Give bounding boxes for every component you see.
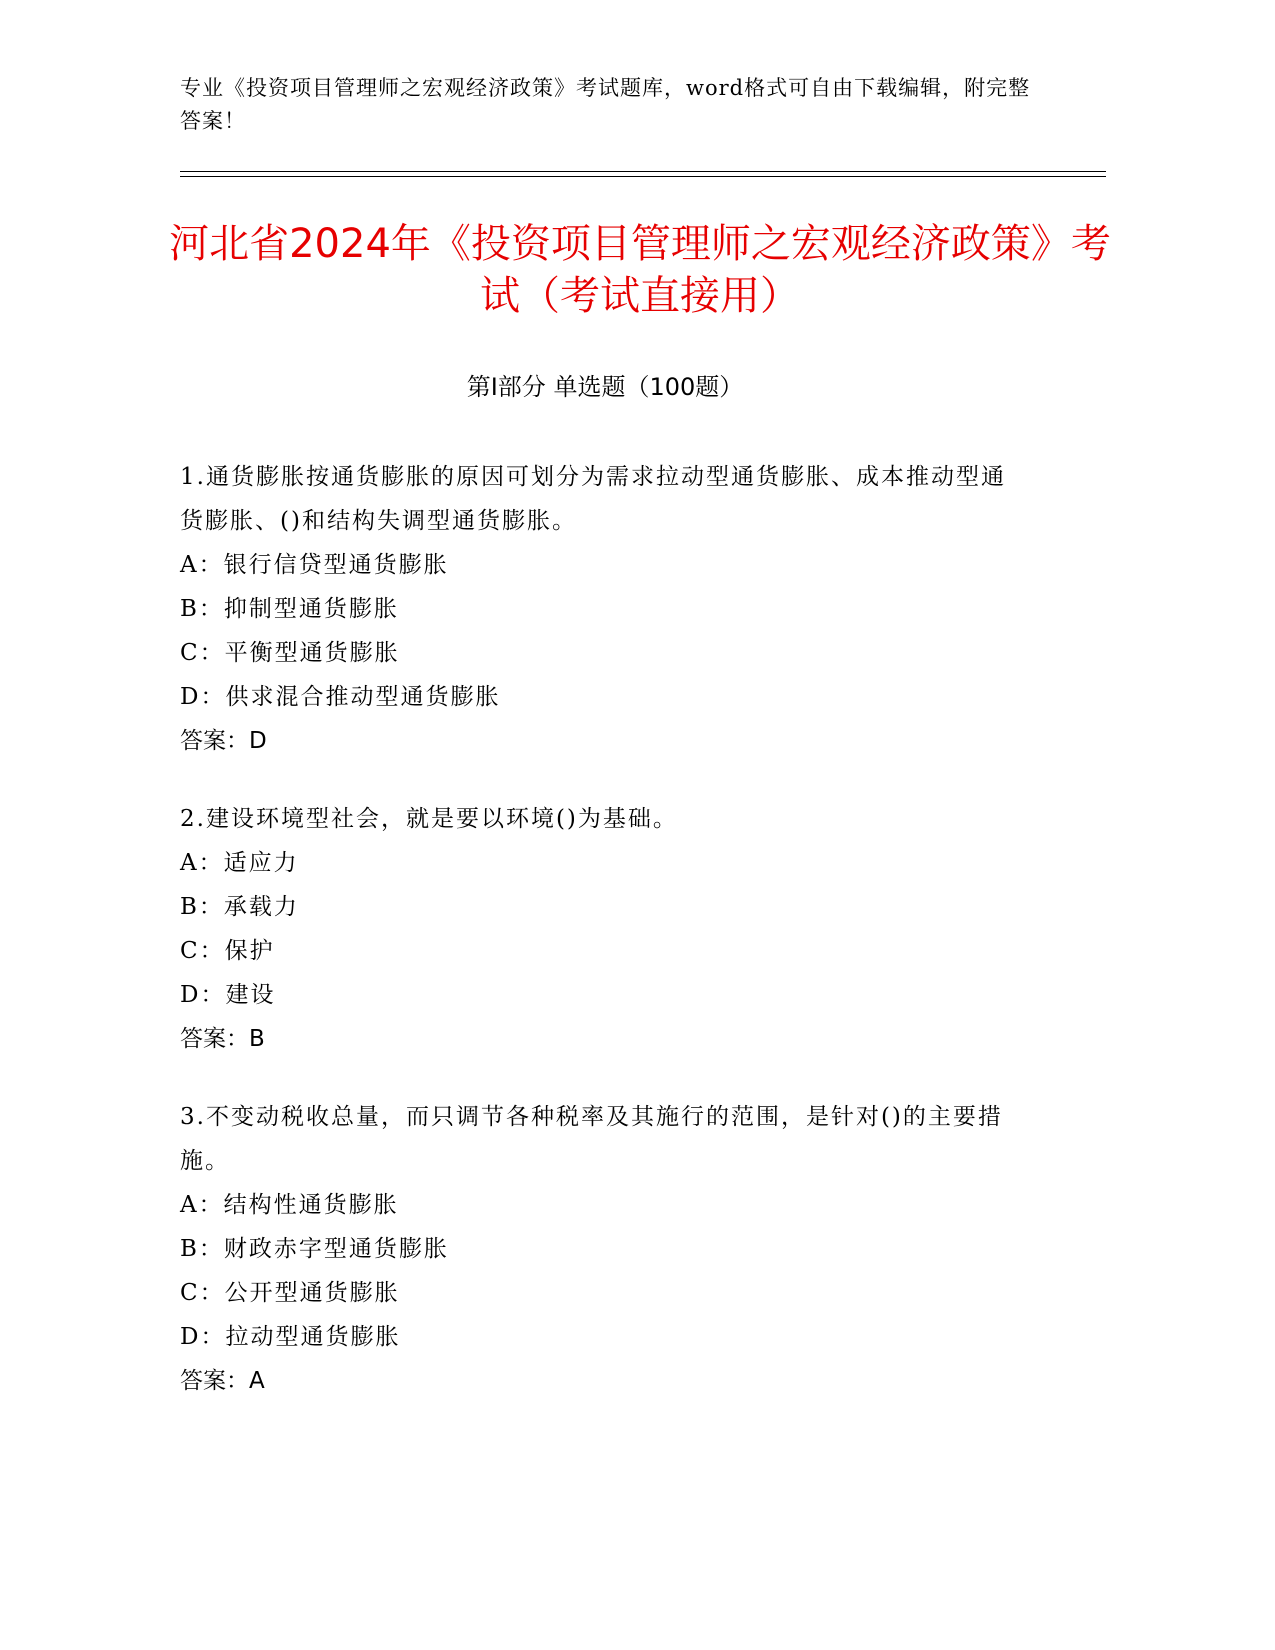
option-c: C：公开型通货膨胀 [180,1280,400,1306]
question-stem: 1.通货膨胀按通货膨胀的原因可划分为需求拉动型通货膨胀、成本推动型通货膨胀、()和结构失调型通货膨胀。 [180,464,1006,534]
option-a: A：适应力 [180,850,299,876]
option-a: A：结构性通货膨胀 [180,1192,399,1218]
answer-line: 答案：B [180,1026,265,1052]
question-item [180,455,1020,763]
answer-line: 答案：D [180,728,267,754]
option-d: D：建设 [180,982,276,1008]
option-a: A：银行信贷型通货膨胀 [180,552,449,578]
header-note: 专业《投资项目管理师之宏观经济政策》考试题库，word格式可自由下载编辑，附完整答案！ [180,76,1031,133]
question-item [180,797,1020,1061]
section-heading: 第I部分 单选题（100题） [466,373,744,401]
question-list [180,455,1020,1437]
document-title: 河北省2024年《投资项目管理师之宏观经济政策》考试（考试直接用） [169,221,1111,319]
option-c: C：保护 [180,938,275,964]
option-b: B：财政赤字型通货膨胀 [180,1236,449,1262]
option-d: D：供求混合推动型通货膨胀 [180,684,501,710]
option-c: C：平衡型通货膨胀 [180,640,400,666]
option-b: B：抑制型通货膨胀 [180,596,399,622]
option-b: B：承载力 [180,894,299,920]
header-divider-top [180,171,1106,172]
question-stem: 2.建设环境型社会，就是要以环境()为基础。 [180,806,678,832]
option-d: D：拉动型通货膨胀 [180,1324,401,1350]
header-divider-bottom [180,176,1106,177]
question-item [180,1095,1020,1403]
answer-line: 答案：A [180,1368,265,1394]
question-stem: 3.不变动税收总量，而只调节各种税率及其施行的范围，是针对()的主要措施。 [180,1104,1003,1174]
